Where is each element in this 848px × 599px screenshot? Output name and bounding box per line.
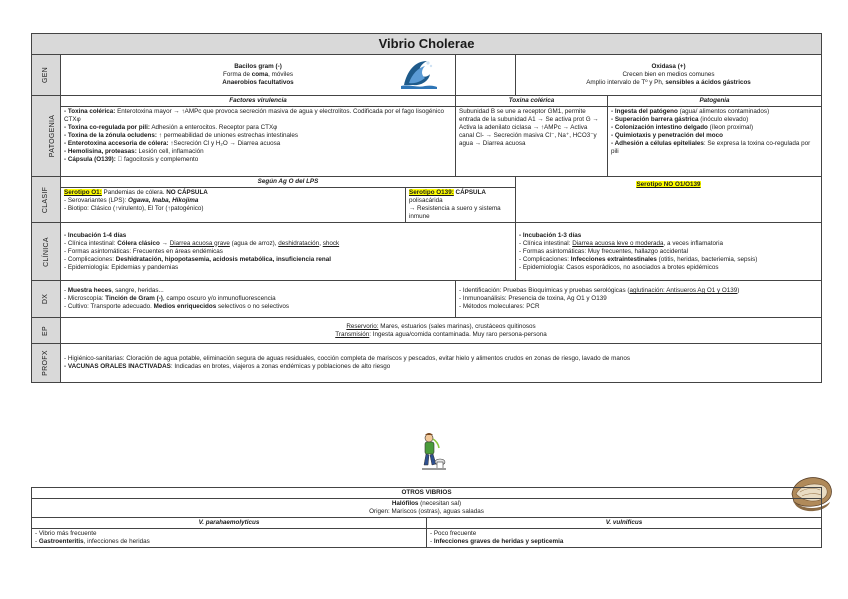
otros-vibrios-section — [31, 487, 821, 548]
parahaemolyticus-body: - Vibrio más frecuente - Gastroenteritis, infecciones de heridas — [32, 529, 427, 548]
clasif-o1: Serotipo O1: Pandemias de cólera. NO CÁPSULA - Serovariantes (LPS): Ogawa, Inaba, Hikojima - Biotipo: Clásico (↑virulento), El Tor (↑patogénico) — [61, 188, 406, 223]
patogenia-header: Patogenia — [608, 96, 822, 107]
clinica-label: CLÍNICA — [32, 223, 61, 281]
gen-image-cell — [456, 55, 516, 96]
page-title: Vibrio Cholerae — [32, 34, 822, 55]
ep-label: EP — [32, 318, 61, 344]
otros-general: Halófilos (necesitan sal) Origen: Mariscos (ostras), aguas saladas — [32, 499, 822, 518]
gen-left: Bacilos gram (-) Forma de coma, móviles Anaerobios facultativos — [61, 55, 456, 96]
toxina-header: Toxina colérica — [456, 96, 608, 107]
clasif-o139: Serotipo O139: CÁPSULA polisacárida → Resistencia a suero y sistema inmune — [406, 188, 516, 223]
vulnificus-body: - Poco frecuente - Infecciones graves de heridas y septicemia — [427, 529, 822, 548]
clasif-label: CLASIF — [32, 177, 61, 223]
factores-header: Factores virulencia — [61, 96, 456, 107]
profx-text: - Higiénico-sanitarias: Cloración de agua potable, eliminación segura de aguas residuales, cocción completa de mariscos y pescados, evitar hielo y alimentos crudos en zonas de riesgo, lavado de manos - VACUNAS ORALES INACTIVADAS: Indicadas en brotes, viajeros a zonas endémicas y poblaciones de alto riesgo — [61, 344, 822, 383]
patogenia-label: PATOGENIA — [32, 96, 61, 177]
profx-label: PROFX — [32, 344, 61, 383]
otros-table — [31, 487, 822, 548]
clinica-left: - Incubación 1-4 días - Clínica intestinal: Cólera clásico → Diarrea acuosa grave (agua de arroz), deshidratación, shock - Formas asintomáticas: Frecuentes en áreas endémicas - Complicaciones: Deshidratación, hipopotasemia, acidosis metabólica, insuficiencia renal - Epidemiología: Epidemias y pandemias — [61, 223, 516, 281]
clasif-header: Según Ag O del LPS — [61, 177, 516, 188]
toxina-text: Subunidad B se une a receptor GM1, permite entrada de la subunidad A1 → Se activa prot G → Activa la adenilato ciclasa → ↑AMPc → Activa canal Cl- → Secreción masiva Cl⁻, Na⁺, HCO3⁻y agua → Diarrea acuosa — [456, 107, 608, 177]
dx-left: - Muestra heces, sangre, heridas... - Microscopía: Tinción de Gram (-), campo oscuro y/o inmunofluorescencia - Cultivo: Transporte adecuado. Medios enriquecidos selectivos o no selectivos — [61, 281, 456, 318]
ep-text: Reservorio: Mares, estuarios (sales marinas), crustáceos quitinosos Transmisión: Ingesta agua/comida contaminada. Muy raro persona-persona — [61, 318, 822, 344]
dx-right: - Identificación: Pruebas Bioquímicas y pruebas serológicas (aglutinación: Antisueros Ag O1 y O139) - Inmunoanálisis: Presencia de toxina, Ag O1 y O139 - Métodos moleculares: PCR — [456, 281, 822, 318]
otros-title: OTROS VIBRIOS — [32, 488, 822, 499]
clinica-right: - Incubación 1-3 días - Clínica intestinal: Diarrea acuosa leve o moderada, a veces inflamatoria - Formas asintomáticas: Muy frecuentes, hallazgo accidental - Complicaciones: Infecciones extraintestinales (otitis, heridas, bacteriemia, sepsis) - Epidemiología: Casos esporádicos, no asociados a brotes epidémicos — [516, 223, 822, 281]
gen-label: GEN — [32, 55, 61, 96]
dx-label: DX — [32, 281, 61, 318]
wave-icon — [401, 57, 437, 89]
factores-list: - Toxina colérica: Enterotoxina mayor → ↑AMPc que provoca secreción masiva de agua y electrolitos. Codificada por el fago lisogénico CTXφ - Toxina co-regulada por pili: Adhesión a enterocitos. Receptor para CTXφ - Toxina de la zónula ocludens: ↑ permeabilidad de uniones estrechas intestinales - Enterotoxina accesoria de cólera: ↑Secreción Cl y H₂O → Diarrea acuosa - Hemolisina, proteasas: Lesión cell, inflamación - Cápsula (O139): ⃠ fagocitosis y complemento — [61, 107, 456, 177]
clasif-no-o1: Serotipo NO O1/O139 — [516, 177, 822, 223]
person-vomiting-icon — [420, 432, 446, 472]
gen-right: Oxidasa (+) Crecen bien en medios comunes Amplio intervalo de Tº y Ph, sensibles a ácidos gástricos — [516, 55, 822, 96]
parahaemolyticus-header: V. parahaemolyticus — [32, 518, 427, 529]
vulnificus-header: V. vulnificus — [427, 518, 822, 529]
patogenia-list: - Ingesta del patógeno (agua/ alimentos contaminados) - Superación barrera gástrica (inóculo elevado) - Colonización intestino delgado (íleon proximal) - Quimiotaxis y penetración del moco - Adhesión a células epiteliales: Se expresa la toxina co-regulada por pili — [608, 107, 822, 177]
